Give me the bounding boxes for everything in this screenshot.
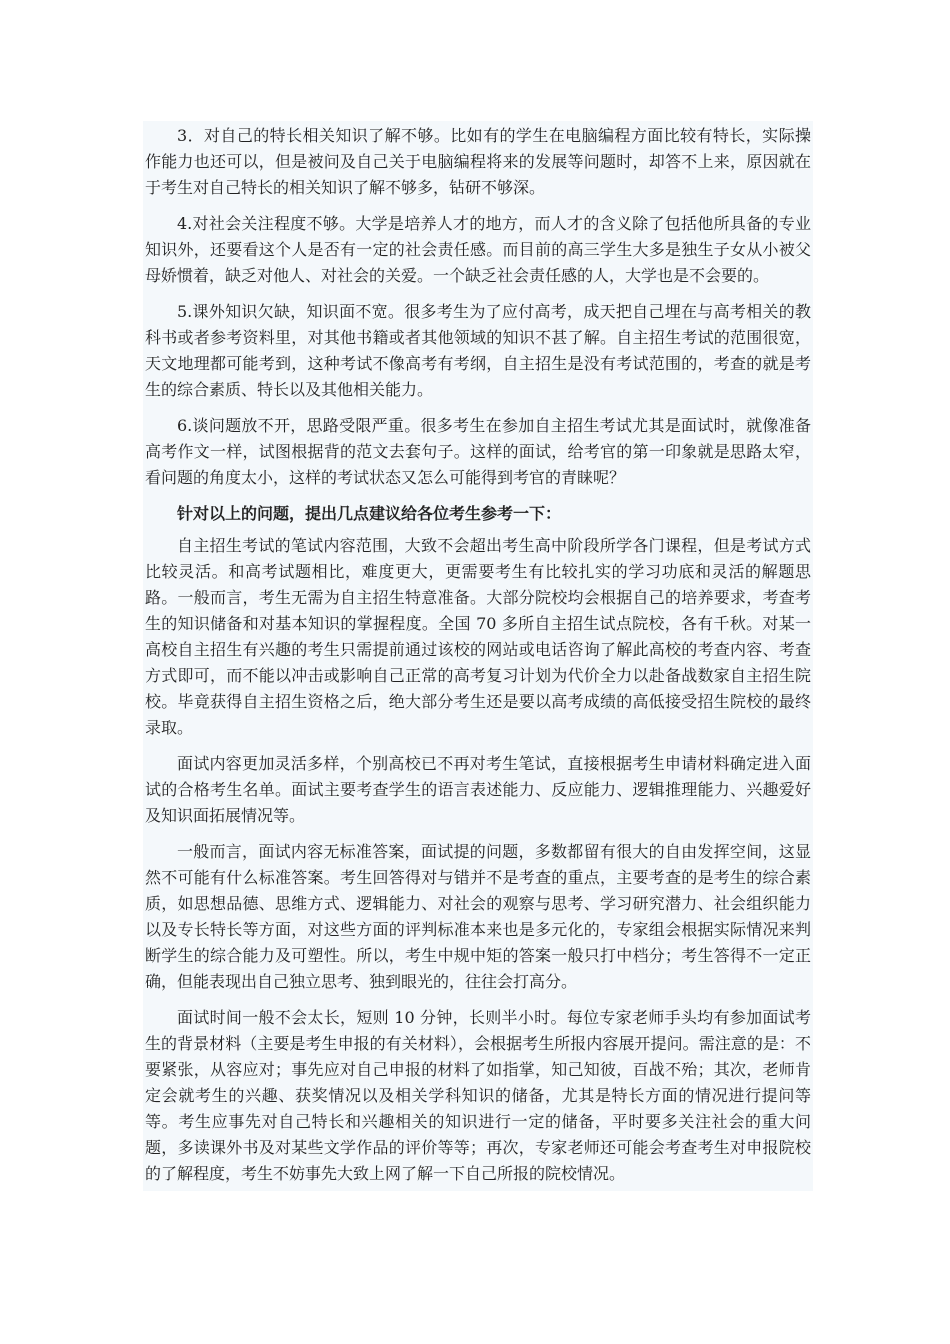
paragraph-point-5: 5.课外知识欠缺，知识面不宽。很多考生为了应付高考，成天把自己埋在与高考相关的教科书或者参考资料里，对其他书籍或者其他领域的知识不甚了解。自主招生考试的范围很宽，天文地理都可能考到，这种考试不像高考有考纲，自主招生是没有考试范围的，考查的就是考生的综合素质、特长以及其他相关能力。 [145,302,811,399]
paragraph-point-4: 4.对社会关注程度不够。大学是培养人才的地方，而人才的含义除了包括他所具备的专业知识外，还要看这个人是否有一定的社会责任感。而目前的高三学生大多是独生子女从小被父母娇惯着，缺乏对他人、对社会的关爱。一个缺乏社会责任感的人，大学也是不会要的。 [145,214,811,285]
paragraph-point-6: 6.谈问题放不开，思路受限严重。很多考生在参加自主招生考试尤其是面试时，就像准备高考作文一样，试图根据背的范文去套句子。这样的面试，给考官的第一印象就是思路太窄，看问题的角度太小，这样的考试状态又怎么可能得到考官的青睐呢？ [145,416,811,487]
paragraph-no-standard-answer: 一般而言，面试内容无标准答案，面试提的问题，多数都留有很大的自由发挥空间，这显然不可能有什么标准答案。考生回答得对与错并不是考查的重点，主要考查的是考生的综合素质，如思想品德、思维方式、逻辑能力、对社会的观察与思考、学习研究潜力、社会组织能力以及专长特长等方面，对这些方面的评判标准本来也是多元化的，专家组会根据实际情况来判断学生的综合能力及可塑性。所以，考生中规中矩的答案一般只打中档分；考生答得不一定正确，但能表现出自己独立思考、独到眼光的，往往会打高分。 [145,842,811,991]
section-heading: 针对以上的问题，提出几点建议给各位考生参考一下： [177,504,562,523]
paragraph-point-3: 3．对自己的特长相关知识了解不够。比如有的学生在电脑编程方面比较有特长，实际操作能力也还可以，但是被问及自己关于电脑编程将来的发展等问题时，却答不上来，原因就在于考生对自己特长的相关知识了解不够多，钻研不够深。 [145,126,811,197]
paragraph-written-exam: 自主招生考试的笔试内容范围，大致不会超出考生高中阶段所学各门课程，但是考试方式比较灵活。和高考试题相比，难度更大，更需要考生有比较扎实的学习功底和灵活的解题思路。一般而言，考生无需为自主招生特意准备。大部分院校均会根据自己的培养要求，考查考生的知识储备和对基本知识的掌握程度。全国 70 多所自主招生试点院校，各有千秋。对某一高校自主招生有兴趣的考生只需提前通过该校的网站或电话咨询了解此高校的考查内容、考查方式即可，而不能以冲击或影响自己正常的高考复习计划为代价全力以赴备战数家自主招生院校。毕竟获得自主招生资格之后，绝大部分考生还是要以高考成绩的高低接受招生院校的最终录取。 [145,536,811,737]
paragraph-interview-content: 面试内容更加灵活多样，个别高校已不再对考生笔试，直接根据考生申请材料确定进入面试的合格考生名单。面试主要考查学生的语言表述能力、反应能力、逻辑推理能力、兴趣爱好及知识面拓展情况等。 [145,754,811,825]
article-body [143,121,813,1191]
paragraph-interview-time: 面试时间一般不会太长，短则 10 分钟，长则半小时。每位专家老师手头均有参加面试考生的背景材料（主要是考生申报的有关材料），会根据考生所报内容展开提问。需注意的是：不要紧张，从容应对；事先应对自己申报的材料了如指掌，知己知彼，百战不殆；其次，老师肯定会就考生的兴趣、获奖情况以及相关学科知识的储备，尤其是特长方面的情况进行提问等等。考生应事先对自己特长和兴趣相关的知识进行一定的储备，平时要多关注社会的重大问题，多读课外书及对某些文学作品的评价等等；再次，专家老师还可能会考查考生对申报院校的了解程度，考生不妨事先大致上网了解一下自己所报的院校情况。 [145,1008,811,1183]
